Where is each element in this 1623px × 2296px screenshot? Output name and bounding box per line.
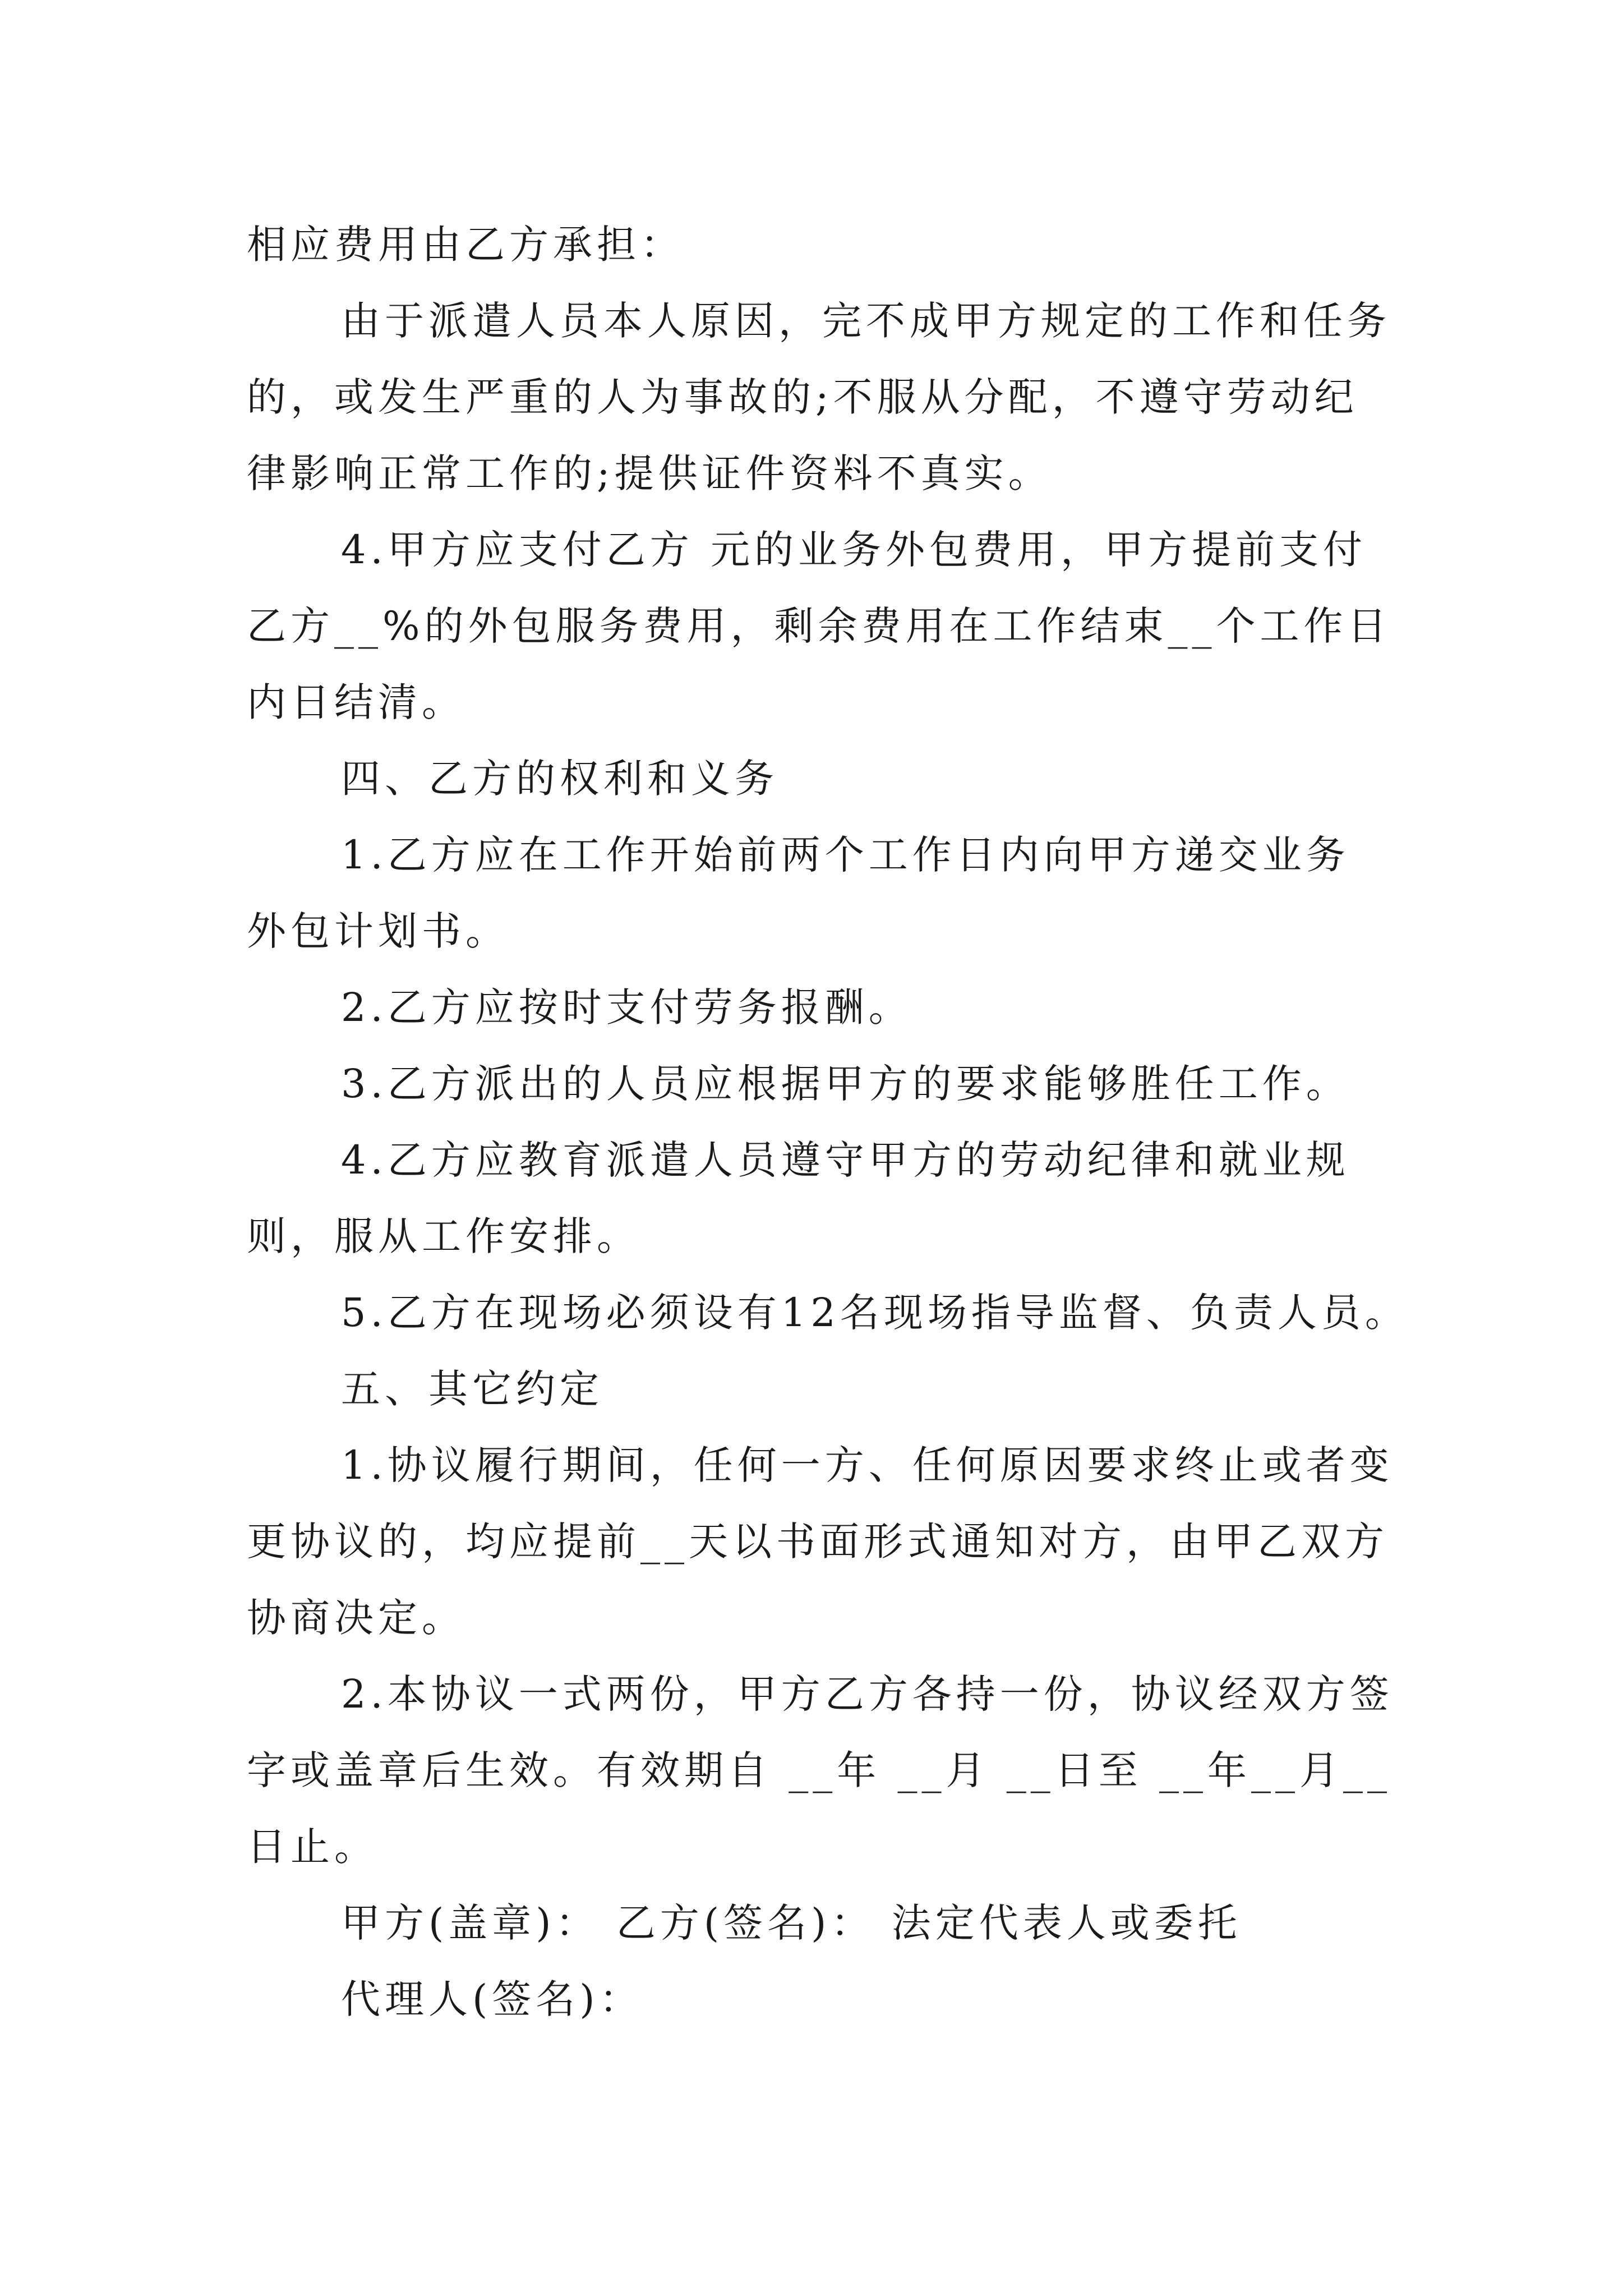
paragraph-line: 5.乙方在现场必须设有12名现场指导监督、负责人员。	[341, 1290, 1409, 1336]
paragraph-line: 2.乙方应按时支付劳务报酬。	[341, 984, 912, 1030]
signature-line: 代理人(签名)：	[341, 1976, 643, 2022]
paragraph-line: 则，服从工作安排。	[247, 1213, 640, 1259]
paragraph-line: 内日结清。	[247, 679, 465, 725]
paragraph-line: 由于派遣人员本人原因，完不成甲方规定的工作和任务	[341, 298, 1391, 344]
paragraph-line: 4.乙方应教育派遣人员遵守甲方的劳动纪律和就业规	[341, 1137, 1350, 1183]
paragraph-line: 4.甲方应支付乙方 元的业务外包费用，甲方提前支付	[341, 527, 1367, 573]
document-body	[247, 206, 1409, 2037]
paragraph-line: 的，或发生严重的人为事故的;不服从分配，不遵守劳动纪	[247, 374, 1358, 420]
section-heading: 五、其它约定	[341, 1366, 603, 1412]
paragraph-line: 2.本协议一式两份，甲方乙方各持一份，协议经双方签	[341, 1671, 1394, 1717]
paragraph-line: 3.乙方派出的人员应根据甲方的要求能够胜任工作。	[341, 1061, 1350, 1107]
paragraph-line: 外包计划书。	[247, 908, 509, 954]
paragraph-line: 1.协议履行期间，任何一方、任何原因要求终止或者变	[341, 1442, 1394, 1488]
paragraph-line: 更协议的，均应提前__天以书面形式通知对方，由甲乙双方	[247, 1519, 1389, 1565]
signature-line: 甲方(盖章)： 乙方(签名)： 法定代表人或委托	[341, 1900, 1242, 1946]
paragraph-line: 1.乙方应在工作开始前两个工作日内向甲方递交业务	[341, 832, 1350, 878]
paragraph-line: 日止。	[247, 1824, 378, 1870]
section-heading: 四、乙方的权利和义务	[341, 756, 778, 802]
paragraph-line: 字或盖章后生效。有效期自 __年 __月 __日至 __年__月__	[247, 1747, 1392, 1793]
paragraph-line: 协商决定。	[247, 1595, 465, 1641]
paragraph-line: 乙方__%的外包服务费用，剩余费用在工作结束__个工作日	[247, 603, 1391, 649]
paragraph-line: 相应费用由乙方承担：	[247, 222, 684, 268]
paragraph-line: 律影响正常工作的;提供证件资料不真实。	[247, 450, 1052, 496]
